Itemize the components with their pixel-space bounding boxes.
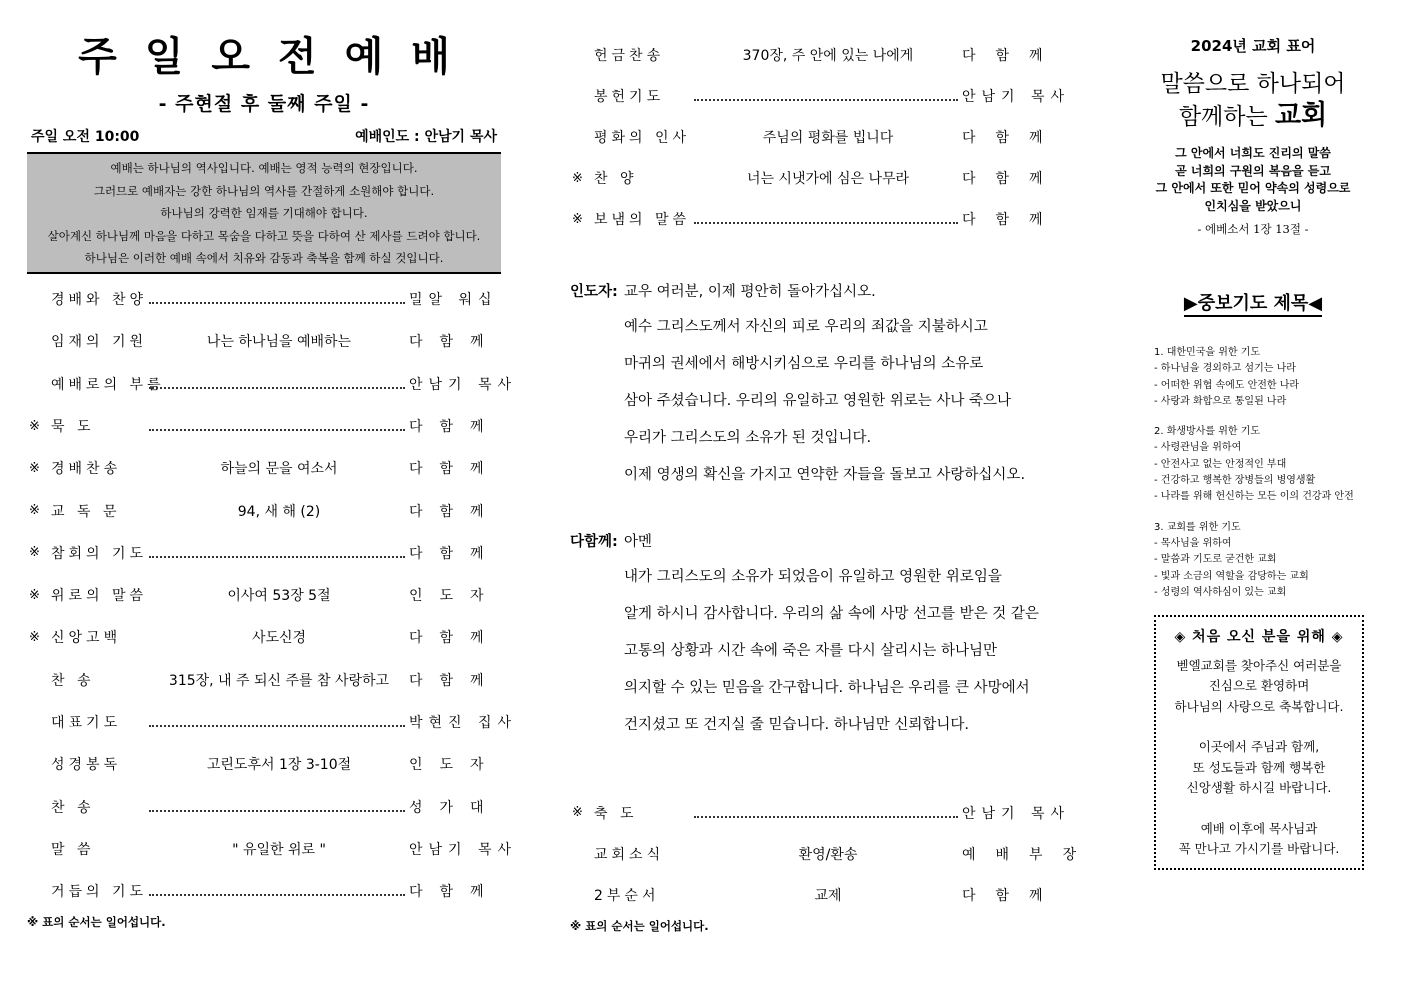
order-item-content: 하늘의 문을 여소서 [220, 461, 338, 478]
leader-text-line: 예수 그리스도께서 자신의 피로 우리의 죄값을 지불하시고 [624, 318, 988, 335]
welcome-line: 또 성도들과 함께 행복한 [1192, 759, 1326, 775]
order-item-responsible: 다함께 [409, 672, 501, 689]
order-item-name: 교 독 문 [51, 503, 121, 520]
order-item [27, 659, 501, 701]
welcome-paragraph [1156, 819, 1362, 860]
order-item-name: 헌금찬송 [594, 47, 665, 64]
welcome-paragraph [1156, 737, 1362, 799]
people-label: 다함께: [570, 533, 618, 550]
prayer-item: - 사랑과 화합으로 통일된 나라 [1154, 395, 1287, 407]
order-item [570, 116, 1063, 157]
welcome-line: 신앙생활 하시길 바랍니다. [1186, 780, 1332, 796]
order-item-name: 경배찬송 [51, 461, 122, 478]
motto-emphasis: 교회 [1275, 100, 1328, 131]
order-item-responsible: 박현진 집사 [409, 715, 518, 732]
prayer-item: 1. 대한민국을 위한 기도 [1154, 347, 1261, 358]
prayer-item: - 건강하고 행복한 장병들의 병영생활 [1154, 475, 1316, 487]
standing-mark: ※ [29, 545, 40, 561]
welcome-line: 하나님의 사랑으로 축복합니다. [1174, 698, 1344, 714]
order-item [27, 489, 501, 531]
order-item [27, 701, 518, 743]
prayer-item: - 말씀과 기도로 굳건한 교회 [1154, 554, 1277, 566]
order-item-responsible: 다함께 [962, 47, 1063, 64]
prayer-item: - 빛과 소금의 역할을 감당하는 교회 [1154, 570, 1309, 582]
order-item [570, 158, 1063, 199]
leader-dots [149, 421, 405, 431]
intro-line: 살아계신 하나님께 마음을 다하고 목숨을 다하고 뜻을 다하여 산 제사를 드려야 합니다. [47, 228, 481, 243]
order-item-responsible: 다함께 [409, 503, 501, 520]
prayer-group [1154, 424, 1368, 505]
order-item-responsible: 성가대 [409, 799, 501, 816]
people-text-line: 내가 그리스도의 소유가 되었음이 유일하고 영원한 위로임을 [624, 568, 1002, 585]
order-item [27, 574, 501, 616]
order-item [570, 34, 1063, 75]
order-item-name: 묵 도 [51, 419, 95, 435]
people-line [570, 522, 1060, 559]
leader-dots [149, 802, 405, 812]
verse-line: 그 안에서 또한 믿어 약속의 성령으로 [1155, 181, 1351, 195]
order-item-responsible: 인도자 [409, 757, 501, 774]
motto-title: 2024년 교회 표어 [1190, 37, 1316, 55]
prayer-group [1154, 520, 1368, 601]
welcome-line: 꼭 만나고 가시기를 바랍니다. [1178, 841, 1340, 857]
prayer-item: - 어떠한 위협 속에도 안전한 나라 [1154, 379, 1300, 391]
leader-dots [149, 379, 405, 389]
right-column [1138, 30, 1368, 870]
order-item [570, 833, 1097, 874]
standing-note-2: ※ 표의 순서는 일어섭니다. [570, 918, 709, 933]
welcome-title: ◈ 처음 오신 분을 위해 ◈ [1174, 629, 1344, 646]
order-item [570, 792, 1071, 833]
order-item-name: 임재의 기원 [51, 334, 148, 351]
welcome-line: 벧엘교회를 찾아주신 여러분을 [1176, 657, 1342, 673]
order-item-responsible: 다함께 [962, 887, 1063, 904]
leader-label: 인도자: [570, 283, 618, 300]
intro-line: 하나님은 이러한 예배 속에서 치유와 감동과 축복을 함께 하실 것입니다. [84, 251, 444, 266]
welcome-paragraph [1156, 656, 1362, 718]
responsive-reading [570, 272, 1060, 744]
order-item-name: 경배와 찬양 [51, 292, 148, 309]
service-subtitle: - 주현절 후 둘째 주일 - [158, 93, 370, 115]
order-item-name: 대표기도 [51, 715, 122, 732]
order-item-responsible: 다함께 [409, 630, 501, 647]
order-item-responsible: 밀알 워십 [409, 292, 498, 309]
order-item-responsible: 다함께 [962, 212, 1063, 229]
order-item-name: 거듭의 기도 [51, 884, 148, 901]
leader-dots [149, 717, 405, 727]
standing-mark: ※ [572, 211, 583, 227]
order-item-responsible: 다함께 [409, 334, 501, 351]
standing-mark: ※ [29, 418, 40, 434]
order-item-content: 고린도후서 1장 3-10절 [206, 757, 352, 774]
order-item-content: 사도신경 [251, 630, 307, 647]
standing-note: ※ 표의 순서는 일어섭니다. [27, 915, 166, 930]
order-item-responsible: 안남기 목사 [962, 88, 1071, 105]
leader-dots [694, 808, 958, 818]
order-item [27, 616, 501, 658]
leader-text-line: 마귀의 권세에서 해방시키심으로 우리를 하나님의 소유로 [624, 355, 984, 372]
intro-line: 예배는 하나님의 역사입니다. 예배는 영적 능력의 현장입니다. [110, 161, 418, 175]
welcome-line: 진심으로 환영하며 [1208, 678, 1310, 694]
prayer-group [1154, 345, 1368, 410]
leader-dots [694, 91, 958, 101]
verse-reference: - 에베소서 1장 13절 - [1197, 222, 1309, 236]
order-item-responsible: 다함께 [962, 129, 1063, 146]
prayer-item: - 성령의 역사하심이 있는 교회 [1154, 586, 1287, 598]
prayer-item: - 사령관님을 위하여 [1154, 442, 1242, 454]
leader-text [570, 309, 1060, 494]
verse-line: 인치심을 받았으니 [1204, 198, 1302, 213]
intercession-title: ▶중보기도 제목◀ [1138, 289, 1368, 315]
service-leader: 예배인도 : 안남기 목사 [355, 129, 497, 145]
leader-text-line: 이제 영생의 확신을 가지고 연약한 자들을 돌보고 사랑하십시오. [624, 466, 1026, 483]
order-item-content: 이사여 53장 5절 [227, 588, 331, 605]
order-item-content: 나는 하나님을 예배하는 [206, 334, 352, 351]
people-text-line: 고통의 상황과 시간 속에 죽은 자를 다시 살리시는 하나님만 [624, 642, 998, 659]
leader-first-line: 교우 여러분, 이제 평안히 돌아가십시오. [624, 283, 876, 300]
prayer-item: - 나라를 위해 헌신하는 모든 이의 건강과 안전 [1154, 491, 1354, 503]
welcome-box [1154, 615, 1364, 870]
prayer-item: - 목사님을 위하여 [1154, 537, 1232, 549]
order-item-content: 370장, 주 안에 있는 나에게 [742, 47, 914, 64]
order-item-responsible: 안남기 목사 [409, 841, 518, 858]
leader-dots [149, 548, 405, 558]
order-item [27, 870, 501, 912]
order-item-responsible: 인도자 [409, 588, 501, 605]
order-item-name: 신앙고백 [51, 630, 122, 647]
order-item-name: 교회소식 [594, 846, 665, 863]
order-item [27, 447, 501, 489]
people-first-line: 아멘 [624, 533, 653, 550]
standing-mark: ※ [29, 629, 40, 645]
welcome-line: 이곳에서 주님과 함께, [1198, 739, 1320, 755]
motto-verse [1138, 145, 1368, 215]
leader-dots [149, 886, 405, 896]
standing-mark: ※ [572, 170, 583, 186]
order-item-name: 축 도 [594, 805, 638, 822]
order-item-name: 봉헌기도 [594, 88, 665, 105]
order-item-responsible: 다함께 [409, 545, 501, 562]
order-item-name: 보냄의 말씀 [594, 212, 691, 229]
order-item-responsible: 다함께 [409, 419, 501, 435]
people-text [570, 559, 1060, 744]
order-item [27, 532, 501, 574]
intro-line: 하나님의 강력한 임재를 기대해야 합니다. [160, 206, 368, 221]
order-item-name: 말 씀 [51, 841, 95, 858]
leader-dots [694, 214, 958, 224]
order-item-content: " 유일한 위로 " [232, 841, 326, 858]
leader-text-line: 삼아 주셨습니다. 우리의 유일하고 영원한 위로는 사나 죽으나 [624, 392, 1012, 409]
prayer-item: - 하나님을 경외하고 섬기는 나라 [1154, 363, 1296, 375]
order-of-service-list [27, 278, 518, 912]
prayer-item: 3. 교회를 위한 기도 [1154, 521, 1241, 533]
prayer-item: - 안전사고 없는 안정적인 부대 [1154, 458, 1287, 470]
order-item-responsible: 예배부장 [962, 846, 1097, 863]
order-item [570, 199, 1063, 240]
order-item-responsible: 다함께 [409, 884, 501, 901]
order-item [27, 786, 501, 828]
people-text-line: 건지셨고 또 건지실 줄 믿습니다. 하나님만 신뢰합니다. [624, 716, 970, 733]
people-text-line: 알게 하시니 감사합니다. 우리의 삶 속에 사망 선고를 받은 것 같은 [624, 605, 1039, 622]
order-item-responsible: 안남기 목사 [962, 805, 1071, 822]
standing-mark: ※ [572, 805, 583, 821]
order-item-content: 교제 [814, 887, 842, 904]
order-of-service-list-continued [570, 34, 1071, 240]
order-item [27, 320, 501, 362]
intercession-list [1138, 345, 1368, 601]
prayer-item: 2. 화생방사를 위한 기도 [1154, 426, 1261, 438]
people-text-line: 의지할 수 있는 믿음을 간구합니다. 하나님은 우리를 큰 사망에서 [624, 679, 1030, 696]
motto-line-1: 말씀으로 하나되어 [1160, 71, 1346, 97]
verse-line: 그 안에서 너희도 진리의 말씀 [1175, 146, 1331, 160]
order-item-name: 찬 송 [51, 799, 95, 816]
leader-dots [149, 294, 405, 304]
order-item-name: 참회의 기도 [51, 545, 148, 562]
leader-line [570, 272, 1060, 309]
order-item-name: 위로의 말씀 [51, 588, 148, 605]
order-item-name: 평화의 인사 [594, 129, 691, 146]
order-item-content: 너는 시냇가에 심은 나무라 [746, 171, 910, 188]
order-item [570, 75, 1071, 116]
service-title: 주일오전예배 [78, 33, 478, 80]
order-item-responsible: 다함께 [962, 171, 1063, 188]
order-item [27, 743, 501, 785]
order-item-name: 예배로의 부름 [51, 376, 165, 393]
order-item-name: 찬 양 [594, 171, 638, 188]
standing-mark: ※ [29, 587, 40, 603]
order-item-content: 94, 새 해 (2) [237, 503, 321, 520]
church-motto [1138, 68, 1368, 133]
service-time: 주일 오전 10:00 [31, 129, 140, 145]
order-item-content: 주님의 평화를 빕니다 [762, 129, 894, 146]
intro-box [27, 152, 501, 274]
intro-line: 그러므로 예배자는 강한 하나님의 역사를 간절하게 소원해야 합니다. [93, 183, 435, 198]
order-item-name: 찬 송 [51, 672, 95, 689]
order-item [27, 405, 501, 447]
order-item [27, 278, 501, 320]
service-info-row [27, 126, 501, 146]
order-item-responsible: 안남기 목사 [409, 376, 518, 393]
order-item-content: 315장, 내 주 되신 주를 참 사랑하고 [168, 672, 390, 689]
order-item [27, 363, 518, 405]
motto-line-2: 함께하는 교회 [1178, 100, 1328, 131]
leader-text-line: 우리가 그리스도의 소유가 된 것입니다. [624, 429, 872, 446]
order-item-name: 2부순서 [594, 887, 660, 904]
order-item [570, 874, 1063, 915]
middle-column [570, 30, 1097, 934]
standing-mark: ※ [29, 503, 40, 519]
order-item-name: 성경봉독 [51, 757, 122, 774]
order-item-responsible: 다함께 [409, 461, 501, 478]
order-item [27, 828, 518, 870]
standing-mark: ※ [29, 460, 40, 476]
welcome-line: 예배 이후에 목사님과 [1200, 820, 1318, 836]
left-column [27, 30, 518, 930]
closing-order-list [570, 792, 1097, 916]
order-item-content: 환영/환송 [798, 846, 858, 863]
verse-line: 곧 너희의 구원의 복음을 듣고 [1175, 163, 1331, 178]
